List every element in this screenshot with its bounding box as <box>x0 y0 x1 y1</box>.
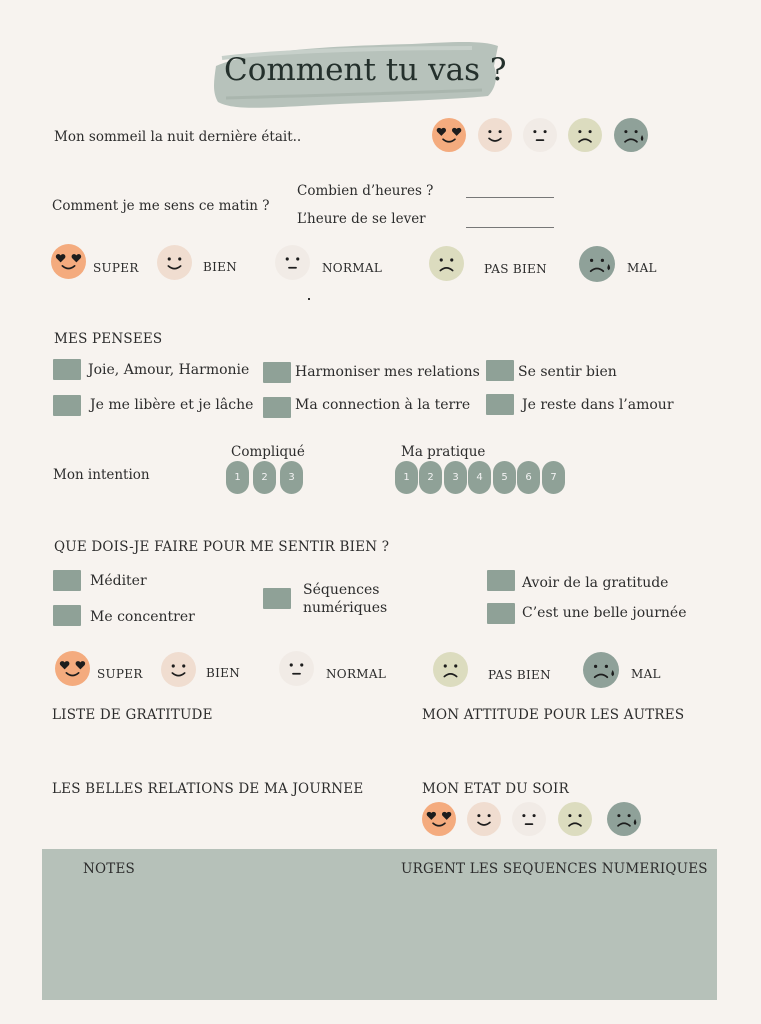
urgent-heading: URGENT LES SEQUENCES NUMERIQUES <box>401 861 708 877</box>
mood-label-normal: NORMAL <box>322 261 383 275</box>
checkbox-concentrer[interactable] <box>53 605 81 626</box>
checkbox-connection[interactable] <box>263 397 291 418</box>
relations-heading: LES BELLES RELATIONS DE MA JOURNEE <box>52 781 364 797</box>
neutral-face-icon[interactable] <box>275 245 310 280</box>
pensee-label: Je reste dans l’amour <box>522 397 674 413</box>
heart-eyes-face-icon[interactable] <box>55 651 90 686</box>
mood-label-normal: NORMAL <box>326 667 387 681</box>
sad-tear-face-icon[interactable] <box>607 802 641 836</box>
checkbox-amour[interactable] <box>486 394 514 415</box>
intention-label: Mon intention <box>53 467 150 483</box>
pratique-option[interactable]: 5 <box>493 461 516 494</box>
complique-option[interactable]: 2 <box>253 461 276 494</box>
checkbox-harmoniser[interactable] <box>263 362 291 383</box>
pensees-heading: MES PENSEES <box>54 331 163 347</box>
pratique-option[interactable]: 7 <box>542 461 565 494</box>
sleep-question: Mon sommeil la nuit dernière était.. <box>54 129 302 145</box>
smile-face-icon[interactable] <box>478 118 512 152</box>
pensee-label: Harmoniser mes relations <box>295 364 480 380</box>
mood-label-pas-bien: PAS BIEN <box>488 668 551 682</box>
pensee-label: Ma connection à la terre <box>295 397 471 413</box>
neutral-face-icon[interactable] <box>523 118 557 152</box>
hours-label: Combien d’heures ? <box>297 183 434 199</box>
complique-option[interactable]: 1 <box>226 461 249 494</box>
actions-heading: QUE DOIS-JE FAIRE POUR ME SENTIR BIEN ? <box>54 539 390 555</box>
sad-tear-face-icon[interactable] <box>583 652 619 688</box>
action-label: Avoir de la gratitude <box>522 575 669 591</box>
attitude-heading: MON ATTITUDE POUR LES AUTRES <box>422 707 685 723</box>
checkbox-gratitude[interactable] <box>487 570 515 591</box>
neutral-face-icon[interactable] <box>512 802 546 836</box>
pratique-option[interactable]: 4 <box>468 461 491 494</box>
sad-tear-face-icon[interactable] <box>579 246 615 282</box>
wake-label: L’heure de se lever <box>297 211 426 227</box>
morning-question: Comment je me sens ce matin ? <box>52 198 270 214</box>
wake-field[interactable] <box>466 227 554 228</box>
pratique-option[interactable]: 6 <box>517 461 540 494</box>
action-label: Méditer <box>90 573 147 589</box>
pensee-label: Joie, Amour, Harmonie <box>88 362 250 378</box>
smile-face-icon[interactable] <box>467 802 501 836</box>
action-label: Séquences <box>303 582 380 598</box>
dot <box>308 298 310 300</box>
pensee-label: Se sentir bien <box>518 364 617 380</box>
pratique-option[interactable]: 1 <box>395 461 418 494</box>
pensee-label: Je me libère et je lâche <box>90 397 254 413</box>
heart-eyes-face-icon[interactable] <box>422 802 456 836</box>
pratique-option[interactable]: 3 <box>444 461 467 494</box>
checkbox-joie[interactable] <box>53 359 81 380</box>
complique-label: Compliqué <box>231 444 305 460</box>
smile-face-icon[interactable] <box>161 652 196 687</box>
neutral-face-icon[interactable] <box>279 651 314 686</box>
notes-heading: NOTES <box>83 861 135 877</box>
action-label: numériques <box>303 600 388 616</box>
action-label: Me concentrer <box>90 609 195 625</box>
checkbox-mediter[interactable] <box>53 570 81 591</box>
pratique-label: Ma pratique <box>401 444 486 460</box>
mood-label-bien: BIEN <box>206 666 241 680</box>
page-title: Comment tu vas ? <box>224 52 507 88</box>
frown-face-icon[interactable] <box>429 246 464 281</box>
gratitude-heading: LISTE DE GRATITUDE <box>52 707 213 723</box>
mood-label-bien: BIEN <box>203 260 238 274</box>
frown-face-icon[interactable] <box>433 652 468 687</box>
frown-face-icon[interactable] <box>568 118 602 152</box>
mood-label-super: SUPER <box>93 261 139 275</box>
mood-label-pas-bien: PAS BIEN <box>484 262 547 276</box>
frown-face-icon[interactable] <box>558 802 592 836</box>
mood-label-mal: MAL <box>631 667 661 681</box>
checkbox-sequences[interactable] <box>263 588 291 609</box>
mood-label-super: SUPER <box>97 667 143 681</box>
heart-eyes-face-icon[interactable] <box>51 244 86 279</box>
action-label: C’est une belle journée <box>522 605 687 621</box>
soir-heading: MON ETAT DU SOIR <box>422 781 569 797</box>
smile-face-icon[interactable] <box>157 245 192 280</box>
mood-label-mal: MAL <box>627 261 657 275</box>
checkbox-belle-journee[interactable] <box>487 603 515 624</box>
pratique-option[interactable]: 2 <box>419 461 442 494</box>
complique-option[interactable]: 3 <box>280 461 303 494</box>
hours-field[interactable] <box>466 197 554 198</box>
heart-eyes-face-icon[interactable] <box>432 118 466 152</box>
sad-tear-face-icon[interactable] <box>614 118 648 152</box>
checkbox-libere[interactable] <box>53 395 81 416</box>
checkbox-se-sentir-bien[interactable] <box>486 360 514 381</box>
